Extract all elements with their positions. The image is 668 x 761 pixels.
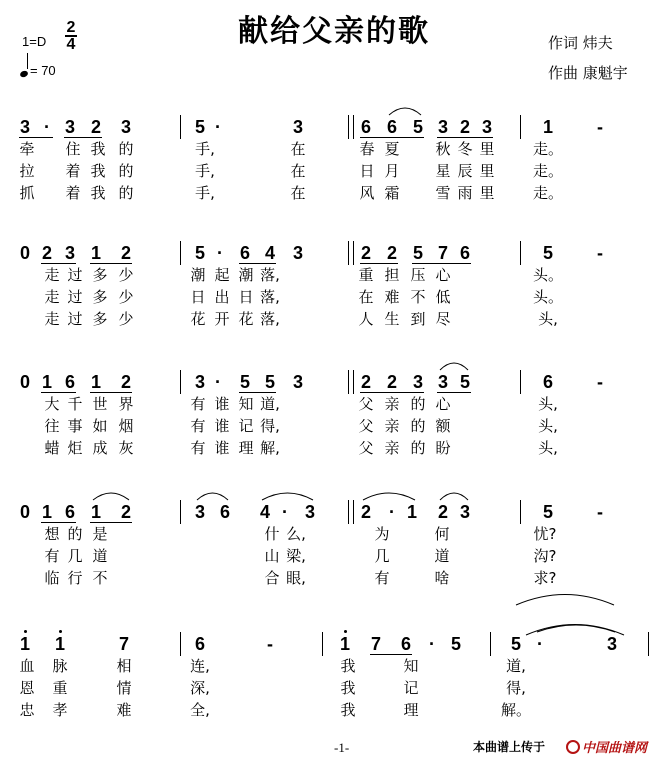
lyric-char: 道, [260,395,280,413]
lyric-char: 落, [260,266,280,284]
lyric-char: 盼 [435,439,451,457]
page-number: -1- [334,740,350,755]
bar-line [520,241,521,265]
note: 6 [239,243,250,263]
hold-dash: - [597,372,603,392]
slur-mark [92,489,130,501]
lyric-char: 父 [358,395,374,413]
lyric-char: 潮 [238,266,254,284]
lyric-char: 难 [116,701,132,719]
bar-line [490,632,491,656]
lyric-char: 往 [44,417,60,435]
bar-line [180,370,181,394]
hold-dash: - [597,117,603,137]
bar-line [180,632,181,656]
lyric-char: 重 [52,679,68,697]
lyric-char: 么, [286,525,306,543]
hold-dash: - [597,243,603,263]
note: 6 [542,372,553,392]
note: 5 [264,372,275,392]
lyric-char: 额 [435,417,451,435]
lyric-char: 落, [260,288,280,306]
lyric-char: 得, [506,679,526,697]
lyricist-credit: 作词 炜夫 [548,34,613,52]
note: 5 [542,502,553,522]
lyric-char: 担 [384,266,400,284]
lyric-char: 蜡 [44,439,60,457]
meter-top: 2 [66,19,76,36]
hold-dash: - [267,634,273,654]
lyric-char: 的 [118,184,134,202]
lyric-char: 头。 [533,266,564,284]
lyric-char: 全, [190,701,210,719]
lyric-char: 的 [118,162,134,180]
lyric-char: 手, [195,184,215,202]
lyric-char: 是 [92,525,108,543]
lyric-char: 忧? [533,525,557,543]
lyric-char: 如 [92,417,108,435]
lyric-char: 里 [479,184,495,202]
lyric-char: 想 [44,525,60,543]
lyric-char: 霜 [384,184,400,202]
site-name: 中国曲谱网 [582,741,648,756]
note: 1 [90,502,101,522]
note: 6 [219,502,230,522]
note: 3 [606,634,617,654]
beam-underline [239,263,276,264]
lyric-char: 难 [384,288,400,306]
slur-mark [388,104,422,116]
lyric-char: 几 [67,547,83,565]
note: 7 [118,634,129,654]
lyric-char: 落, [260,310,280,328]
lyric-char: 忠 [19,701,35,719]
lyric-char: 道 [92,547,108,565]
lyric-char: 的 [410,395,426,413]
beam-underline [64,137,102,138]
note: 0 [19,372,30,392]
lyric-char: 山 [264,547,280,565]
bar-line [348,500,354,524]
lyric-char: 头, [538,310,558,328]
note: 6 [64,502,75,522]
note: 1 [90,372,101,392]
beam-underline [239,392,276,393]
lyric-char: 血 [19,657,35,675]
lyric-char: 手, [195,162,215,180]
beam-underline [360,263,398,264]
lyric-char: 我 [340,701,356,719]
lyric-char: 的 [67,525,83,543]
lyric-char: 事 [67,417,83,435]
tempo-marking [20,63,56,78]
note: 4 [259,502,270,522]
note: 3 [120,117,131,137]
lyric-char: 父 [358,439,374,457]
beam-underline [41,263,76,264]
dot-extension: · [44,117,50,137]
note: 7 [437,243,448,263]
lyric-char: 成 [92,439,108,457]
lyric-char: 手, [195,140,215,158]
lyric-char: 求? [533,569,557,587]
lyric-char: 秋 [435,140,451,158]
lyric-char: 里 [479,140,495,158]
lyric-char: 什 [264,525,280,543]
note: 2 [120,243,131,263]
lyric-char: 千 [67,395,83,413]
note: 2 [360,243,371,263]
lyric-char: 炬 [67,439,83,457]
dot-extension: · [429,634,435,654]
note: 0 [19,243,30,263]
lyric-char: 雨 [457,184,473,202]
note: 2 [360,502,371,522]
note: 2 [386,372,397,392]
lyric-char: 夏 [384,140,400,158]
lyric-char: 里 [479,162,495,180]
note: 3 [437,372,448,392]
beam-underline [370,654,412,655]
lyric-char: 我 [90,162,106,180]
lyric-char: 的 [410,439,426,457]
lyric-char: 恩 [19,679,35,697]
lyric-char: 道, [506,657,526,675]
note: 2 [120,502,131,522]
lyric-char: 在 [358,288,374,306]
bar-line [648,632,649,656]
lyric-char: 我 [340,657,356,675]
lyric-char: 记 [238,417,254,435]
lyric-char: 的 [410,417,426,435]
lyric-char: 月 [384,162,400,180]
lyric-char: 开 [214,310,230,328]
note: 3 [412,372,423,392]
lyric-char: 大 [44,395,60,413]
note: 6 [194,634,205,654]
dot-extension: · [537,634,543,654]
lyric-char: 走 [44,266,60,284]
lyric-char: 眼, [286,569,306,587]
note: 5 [450,634,461,654]
lyric-char: 界 [118,395,134,413]
lyric-char: 抓 [19,184,35,202]
note: 7 [370,634,381,654]
note: 6 [400,634,411,654]
beam-underline [41,392,76,393]
dot-extension: · [215,117,221,137]
bar-line [520,115,521,139]
bar-line [348,115,354,139]
octave-dot [59,630,62,633]
lyric-char: 心 [435,395,451,413]
lyric-char: 的 [118,140,134,158]
lyric-char: 走。 [533,162,564,180]
lyric-char: 几 [374,547,390,565]
lyric-char: 道 [434,547,450,565]
dot-extension: · [389,502,395,522]
lyric-char: 我 [90,184,106,202]
lyric-char: 合 [264,569,280,587]
lyric-char: 着 [65,184,81,202]
lyric-char: 亲 [384,395,400,413]
beam-underline [360,392,424,393]
site-logo-icon [566,740,580,754]
note: 5 [194,117,205,137]
lyric-char: 走。 [533,184,564,202]
beam-underline [360,137,424,138]
site-logo [566,737,647,756]
lyric-char: 雪 [435,184,451,202]
note: 3 [194,372,205,392]
note: 3 [292,243,303,263]
lyric-char: 在 [290,140,306,158]
lyric-char: 情 [116,679,132,697]
dot-extension: · [217,243,223,263]
note: 2 [459,117,470,137]
lyric-char: 花 [190,310,206,328]
lyric-char: 多 [92,310,108,328]
lyric-char: 烟 [118,417,134,435]
lyric-char: 沟? [533,547,557,565]
note: 3 [19,117,30,137]
quarter-note-icon [20,63,30,78]
note: 3 [481,117,492,137]
note: 5 [412,243,423,263]
note: 5 [510,634,521,654]
lyric-char: 为 [374,525,390,543]
lyric-char: 少 [118,310,134,328]
beam-underline [437,392,471,393]
time-signature [62,20,80,52]
beam-underline [90,522,132,523]
note: 5 [239,372,250,392]
lyric-char: 有 [190,439,206,457]
lyric-char: 我 [340,679,356,697]
lyric-char: 行 [67,569,83,587]
lyric-char: 冬 [457,140,473,158]
lyric-char: 起 [214,266,230,284]
lyric-char: 孝 [52,701,68,719]
note: 1 [41,502,52,522]
bar-line [180,115,181,139]
lyric-char: 何 [434,525,450,543]
beam-underline [412,263,471,264]
beam-underline [41,522,76,523]
note: 4 [264,243,275,263]
lyric-char: 梁, [286,547,306,565]
lyric-char: 生 [384,310,400,328]
lyric-char: 星 [435,162,451,180]
bar-line [180,241,181,265]
bar-line [322,632,323,656]
lyric-char: 头, [538,417,558,435]
lyric-char: 父 [358,417,374,435]
lyric-char: 多 [92,288,108,306]
note: 3 [304,502,315,522]
lyric-char: 走 [44,288,60,306]
hold-dash: - [597,502,603,522]
bar-line [520,500,521,524]
meter-bottom: 4 [66,36,76,53]
lyric-char: 头, [538,395,558,413]
note: 2 [90,117,101,137]
lyric-char: 谁 [214,395,230,413]
note: 2 [120,372,131,392]
note: 3 [292,372,303,392]
note: 5 [542,243,553,263]
lyric-char: 世 [92,395,108,413]
lyric-char: 潮 [190,266,206,284]
lyric-char: 日 [359,162,375,180]
tempo-value: = 70 [30,63,56,78]
note: 3 [64,117,75,137]
lyric-char: 多 [92,266,108,284]
tie-mark [515,590,615,606]
dot-extension: · [215,372,221,392]
beam-underline [90,392,132,393]
lyric-char: 谁 [214,439,230,457]
note: 2 [360,372,371,392]
lyric-char: 相 [116,657,132,675]
lyric-char: 日 [190,288,206,306]
note: 3 [194,502,205,522]
note: 6 [386,117,397,137]
lyric-char: 过 [67,288,83,306]
lyric-char: 牵 [19,140,35,158]
lyric-char: 压 [410,266,426,284]
note: 1 [542,117,553,137]
note: 2 [41,243,52,263]
slur-mark [196,489,229,501]
note: 1 [41,372,52,392]
lyric-char: 在 [290,162,306,180]
note: 1 [406,502,417,522]
lyric-char: 春 [359,140,375,158]
lyric-char: 灰 [118,439,134,457]
lyric-char: 拉 [19,162,35,180]
lyric-char: 少 [118,266,134,284]
dot-extension: · [282,502,288,522]
bar-line [348,370,354,394]
note: 0 [19,502,30,522]
lyric-char: 理 [238,439,254,457]
lyric-char: 我 [90,140,106,158]
lyric-char: 临 [44,569,60,587]
slur-mark [439,359,469,371]
lyric-char: 有 [190,417,206,435]
lyric-char: 少 [118,288,134,306]
key-signature: 1=D [22,34,47,49]
lyric-char: 脉 [52,657,68,675]
lyric-char: 在 [290,184,306,202]
lyric-char: 辰 [457,162,473,180]
lyric-char: 有 [190,395,206,413]
lyric-char: 头。 [533,288,564,306]
note: 1 [339,634,350,654]
lyric-char: 有 [374,569,390,587]
lyric-char: 连, [190,657,210,675]
lyric-char: 亲 [384,417,400,435]
lyric-char: 风 [359,184,375,202]
octave-dot [24,630,27,633]
note: 3 [459,502,470,522]
song-title: 献给父亲的歌 [238,14,430,49]
lyric-char: 得, [260,417,280,435]
lyric-char: 记 [403,679,419,697]
slur-mark [261,489,314,501]
note: 1 [90,243,101,263]
note: 5 [412,117,423,137]
note: 6 [64,372,75,392]
lyric-char: 不 [92,569,108,587]
note: 2 [437,502,448,522]
lyric-char: 解。 [501,701,532,719]
lyric-char: 着 [65,162,81,180]
composer-credit: 作曲 康魁宇 [548,64,628,82]
note: 1 [19,634,30,654]
bar-line [520,370,521,394]
note: 6 [459,243,470,263]
lyric-char: 啥 [434,569,450,587]
note: 5 [459,372,470,392]
lyric-char: 低 [435,288,451,306]
lyric-char: 知 [403,657,419,675]
note: 3 [64,243,75,263]
bar-line [180,500,181,524]
lyric-char: 人 [358,310,374,328]
lyric-char: 头, [538,439,558,457]
lyric-char: 深, [190,679,210,697]
lyric-char: 走。 [533,140,564,158]
octave-dot [344,630,347,633]
lyric-char: 花 [238,310,254,328]
tie-mark [525,620,625,636]
lyric-char: 住 [65,140,81,158]
slur-mark [439,489,469,501]
slur-mark [362,489,416,501]
lyric-char: 不 [410,288,426,306]
lyric-char: 日 [238,288,254,306]
upload-note: 本曲谱上传于 [473,740,546,754]
note: 2 [386,243,397,263]
note: 3 [437,117,448,137]
lyric-char: 理 [403,701,419,719]
bar-line [348,241,354,265]
lyric-char: 到 [410,310,426,328]
lyric-char: 出 [214,288,230,306]
lyric-char: 解, [260,439,280,457]
lyric-char: 尽 [435,310,451,328]
lyric-char: 过 [67,266,83,284]
lyric-char: 心 [435,266,451,284]
note: 6 [360,117,371,137]
lyric-char: 过 [67,310,83,328]
beam-underline [437,137,493,138]
note: 1 [54,634,65,654]
lyric-char: 重 [358,266,374,284]
lyric-char: 走 [44,310,60,328]
lyric-char: 知 [238,395,254,413]
lyric-char: 谁 [214,417,230,435]
beam-underline [90,263,132,264]
beam-underline [19,137,53,138]
lyric-char: 有 [44,547,60,565]
note: 3 [292,117,303,137]
note: 5 [194,243,205,263]
lyric-char: 亲 [384,439,400,457]
